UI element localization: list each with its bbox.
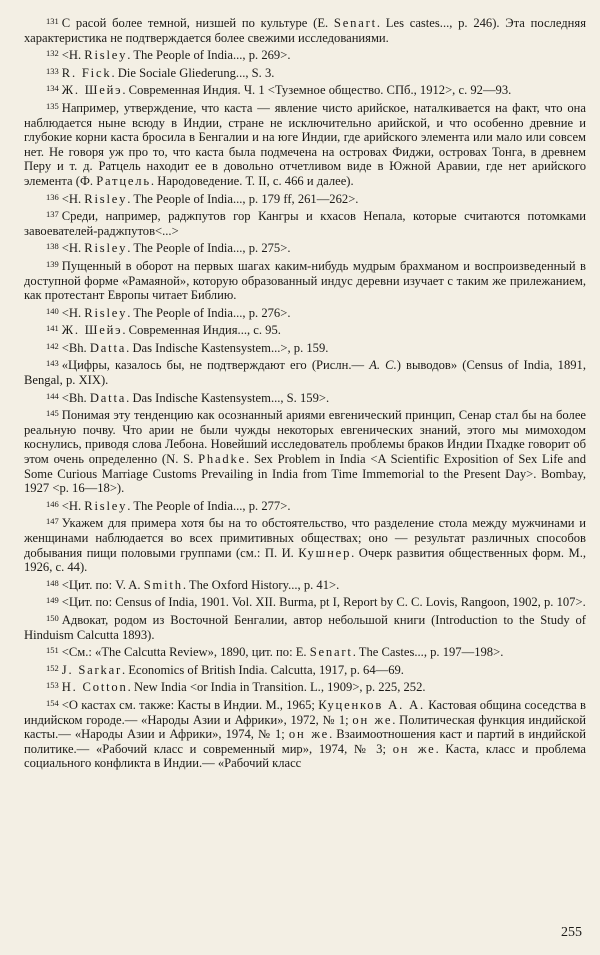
endnote-number: 145 bbox=[46, 408, 59, 419]
endnote-number: 152 bbox=[46, 662, 59, 673]
endnote-number: 137 bbox=[46, 209, 59, 220]
author-name: Senart bbox=[309, 645, 353, 660]
author-name: H. Cotton bbox=[61, 680, 128, 695]
endnote-number: 134 bbox=[46, 83, 59, 94]
editor-initials: А. С. bbox=[369, 358, 397, 373]
author-name: Risley bbox=[84, 498, 128, 513]
endnote-number: 138 bbox=[46, 241, 59, 252]
endnote-number: 144 bbox=[46, 390, 59, 401]
endnote bbox=[24, 46, 586, 63]
endnote bbox=[24, 81, 586, 98]
endnote bbox=[24, 207, 586, 238]
author-name: Куценков А. А. bbox=[318, 697, 425, 712]
author-name: он же bbox=[352, 712, 393, 727]
endnote-text: <Bh. bbox=[61, 390, 90, 405]
endnote bbox=[24, 643, 586, 660]
endnote bbox=[24, 389, 586, 406]
endnote-number: 133 bbox=[46, 65, 59, 76]
endnote-number: 143 bbox=[46, 358, 59, 369]
endnote-text: Например, утверждение, что каста — явление чисто арийское, наталкивается на факт, что она наблюдается ныне всюду в Индии, стране не исключительно арийской, и что особенно древние и глубокие корни каста бросила в Бенгалии и на юге Индии, где арийского элемента или мало или совсем нет. Не говоря уж про то, что каста была подмечена на островах Фиджи, островах Тонга, в древнем Перу и т. д. Ратцель находит ее в довольно отчетливом виде в Южной Аравии, где нет арийского элемента (Ф. bbox=[24, 100, 586, 188]
endnote-text: <H. bbox=[61, 191, 85, 206]
endnote-text: . Народоведение. Т. II, с. 466 и далее). bbox=[150, 173, 354, 188]
endnote-number: 154 bbox=[46, 697, 59, 708]
endnote-text: <О кастах см. также: Касты в Индии. М., 1965; bbox=[61, 697, 319, 712]
author-name: Ратцель bbox=[96, 173, 151, 188]
endnote-text: Кастовая община соседства в индийском городе.— «Народы Азии и Африки», 1972, № 1; bbox=[24, 697, 586, 727]
endnote-number: 150 bbox=[46, 612, 59, 623]
endnotes-list bbox=[24, 14, 586, 771]
endnote bbox=[24, 190, 586, 207]
author-name: R. Fick bbox=[61, 65, 112, 80]
endnote-text: <H. bbox=[61, 48, 85, 63]
endnote bbox=[24, 696, 586, 771]
endnote-text: «Цифры, казалось бы, не подтверждают его (Рислн.— bbox=[61, 358, 370, 373]
endnote-text: <Цит. по: V. A. bbox=[61, 577, 144, 592]
endnote bbox=[24, 593, 586, 610]
endnote-number: 147 bbox=[46, 516, 59, 527]
endnote-text: . Современная Индия..., с. 95. bbox=[122, 323, 281, 338]
endnote bbox=[24, 239, 586, 256]
endnote-number: 148 bbox=[46, 577, 59, 588]
author-name: Risley bbox=[84, 305, 128, 320]
author-name: Risley bbox=[84, 48, 128, 63]
endnote-number: 141 bbox=[46, 323, 59, 334]
endnote-text: . The People of India..., p. 275>. bbox=[127, 241, 291, 256]
endnote bbox=[24, 321, 586, 338]
endnote-text: <H. bbox=[61, 305, 85, 320]
author-name: Datta bbox=[89, 340, 127, 355]
endnote-number: 132 bbox=[46, 48, 59, 59]
endnote bbox=[24, 257, 586, 303]
endnote-text: ) выводов» (Census of India, 1891, Bengal, p. XIX). bbox=[24, 358, 586, 388]
endnote-text: Понимая эту тенденцию как осознанный ариями евгенический принцип, Сенар стал бы на более реальную почву. Что арии не были чужды некоторых евгенических знаний, этого мы мимоходом коснулись, приводя слова Лебона. Новейший исследователь проблемы браков Индии Пхадке говорит об этом очень определенно (N. S. bbox=[24, 408, 586, 467]
endnote-text: . New India <or India in Transition. L., 1909>, p. 225, 252. bbox=[127, 680, 426, 695]
endnote bbox=[24, 497, 586, 514]
endnote-text: Пущенный в оборот на первых шагах каким-нибудь мудрым брахманом и воспроизведенный в доступной форме «Рамаяной», которую образованный индус деревни изучает с таким же прилежанием, как протестант Европы читает Библию. bbox=[24, 258, 586, 303]
endnote bbox=[24, 406, 586, 496]
endnote bbox=[24, 611, 586, 642]
endnote-text: . Das Indische Kastensystem...>, p. 159. bbox=[126, 340, 329, 355]
author-name: Кушнер bbox=[298, 545, 352, 560]
author-name: Datta bbox=[89, 390, 127, 405]
endnote-text: . Взаимоотношения каст и партий в индийской политике.— «Рабочий класс и современный мир», 1974, № 3; bbox=[24, 727, 587, 756]
endnote-text: . Das Indische Kastensystem..., S. 159>. bbox=[126, 390, 330, 405]
endnote-text: . Каста, класс и проблема социального конфликта в Индии.— «Рабочий класс bbox=[24, 741, 587, 771]
endnote-text: Адвокат, родом из Восточной Бенгалии, автор небольшой книги (Introduction to the Study of Hinduism Calcutta 1893). bbox=[24, 612, 586, 642]
endnote bbox=[24, 576, 586, 593]
endnote bbox=[24, 14, 586, 45]
endnote bbox=[24, 64, 586, 81]
endnote-text: . Политическая функция индийской касты.— «Народы Азии и Африки», 1974, № 1; bbox=[24, 712, 586, 742]
endnote-text: <H. bbox=[61, 241, 85, 256]
endnote-number: 153 bbox=[46, 680, 59, 691]
endnote-text: . Современная Индия. Ч. 1 <Туземное общество. СПб., 1912>, с. 92—93. bbox=[122, 83, 512, 98]
endnote-text: . The Oxford History..., p. 41>. bbox=[182, 577, 340, 592]
author-name: он же bbox=[392, 741, 436, 756]
endnote-number: 135 bbox=[46, 100, 59, 111]
endnote-text: . The People of India..., p. 276>. bbox=[127, 305, 291, 320]
endnote-number: 151 bbox=[46, 645, 59, 656]
endnote-text: С расой более темной, низшей по культуре (E. bbox=[61, 16, 334, 30]
endnote bbox=[24, 356, 586, 387]
endnote-text: <Цит. по: Census of India, 1901. Vol. XII. Burma, pt I, Report by C. C. Lovis, Rangoon, 1902, p. 107>. bbox=[61, 595, 586, 610]
author-name: Smith bbox=[143, 577, 183, 592]
author-name: J. Sarkar bbox=[61, 662, 123, 677]
endnote-text: . Sex Problem in India <A Scientific Exposition of Sex Life and Some Curious Marriage Customs Prevailing in India from Time Immemorial to the Present Day>. Bombay, 1927 <p. 16—18>). bbox=[24, 452, 586, 496]
endnote bbox=[24, 339, 586, 356]
endnote-number: 136 bbox=[46, 191, 59, 202]
author-name: он же bbox=[288, 727, 330, 742]
endnote-text: . The People of India..., p. 179 ff, 261—262>. bbox=[127, 191, 359, 206]
endnote bbox=[24, 304, 586, 321]
endnote-text: . Die Sociale Gliederung..., S. 3. bbox=[111, 65, 275, 80]
author-name: Senart bbox=[333, 16, 377, 30]
endnote-text: <См.: «The Calcutta Review», 1890, цит. по: E. bbox=[61, 645, 310, 660]
endnote-number: 139 bbox=[46, 258, 59, 269]
endnote-text: . Les castes..., p. 246). Эта последняя характеристика не подтверждается более свежими исследованиями. bbox=[24, 16, 586, 45]
endnote-text: . The Castes..., p. 197—198>. bbox=[352, 645, 504, 660]
endnote-text: <Bh. bbox=[61, 340, 90, 355]
endnote-number: 149 bbox=[46, 595, 59, 606]
page-number: 255 bbox=[561, 925, 582, 940]
endnote-text: Укажем для примера хотя бы на то обстоятельство, что разделение стола между мужчинами и женщинами наблюдается во всех примитивных обществах; оно — результат различных способов добывания пищи половыми группами (см.: П. И. bbox=[24, 516, 586, 560]
endnote-number: 140 bbox=[46, 305, 59, 316]
endnote-text: . The People of India..., p. 277>. bbox=[127, 498, 291, 513]
endnote-text: Среди, например, раджпутов гор Кангры и кхасов Непала, которые считаются потомками завоевателей-раджпутов<...> bbox=[24, 209, 586, 238]
author-name: Phadke bbox=[198, 452, 246, 467]
endnote-number: 146 bbox=[46, 498, 59, 509]
endnote-number: 142 bbox=[46, 340, 59, 351]
endnote bbox=[24, 99, 586, 189]
endnote bbox=[24, 661, 586, 678]
endnote-text: . The People of India..., p. 269>. bbox=[127, 48, 291, 63]
author-name: Risley bbox=[84, 191, 128, 206]
endnote-text: . Очерк развития общественных форм. М., 1926, с. 44). bbox=[24, 545, 586, 575]
endnote bbox=[24, 514, 586, 574]
endnote-text: <H. bbox=[61, 498, 85, 513]
author-name: Ж. Шейэ bbox=[61, 323, 123, 338]
author-name: Risley bbox=[84, 241, 128, 256]
endnote bbox=[24, 678, 586, 695]
author-name: Ж. Шейэ bbox=[61, 83, 123, 98]
endnote-number: 131 bbox=[46, 16, 59, 26]
endnote-text: . Economics of British India. Calcutta, 1917, p. 64—69. bbox=[122, 662, 404, 677]
